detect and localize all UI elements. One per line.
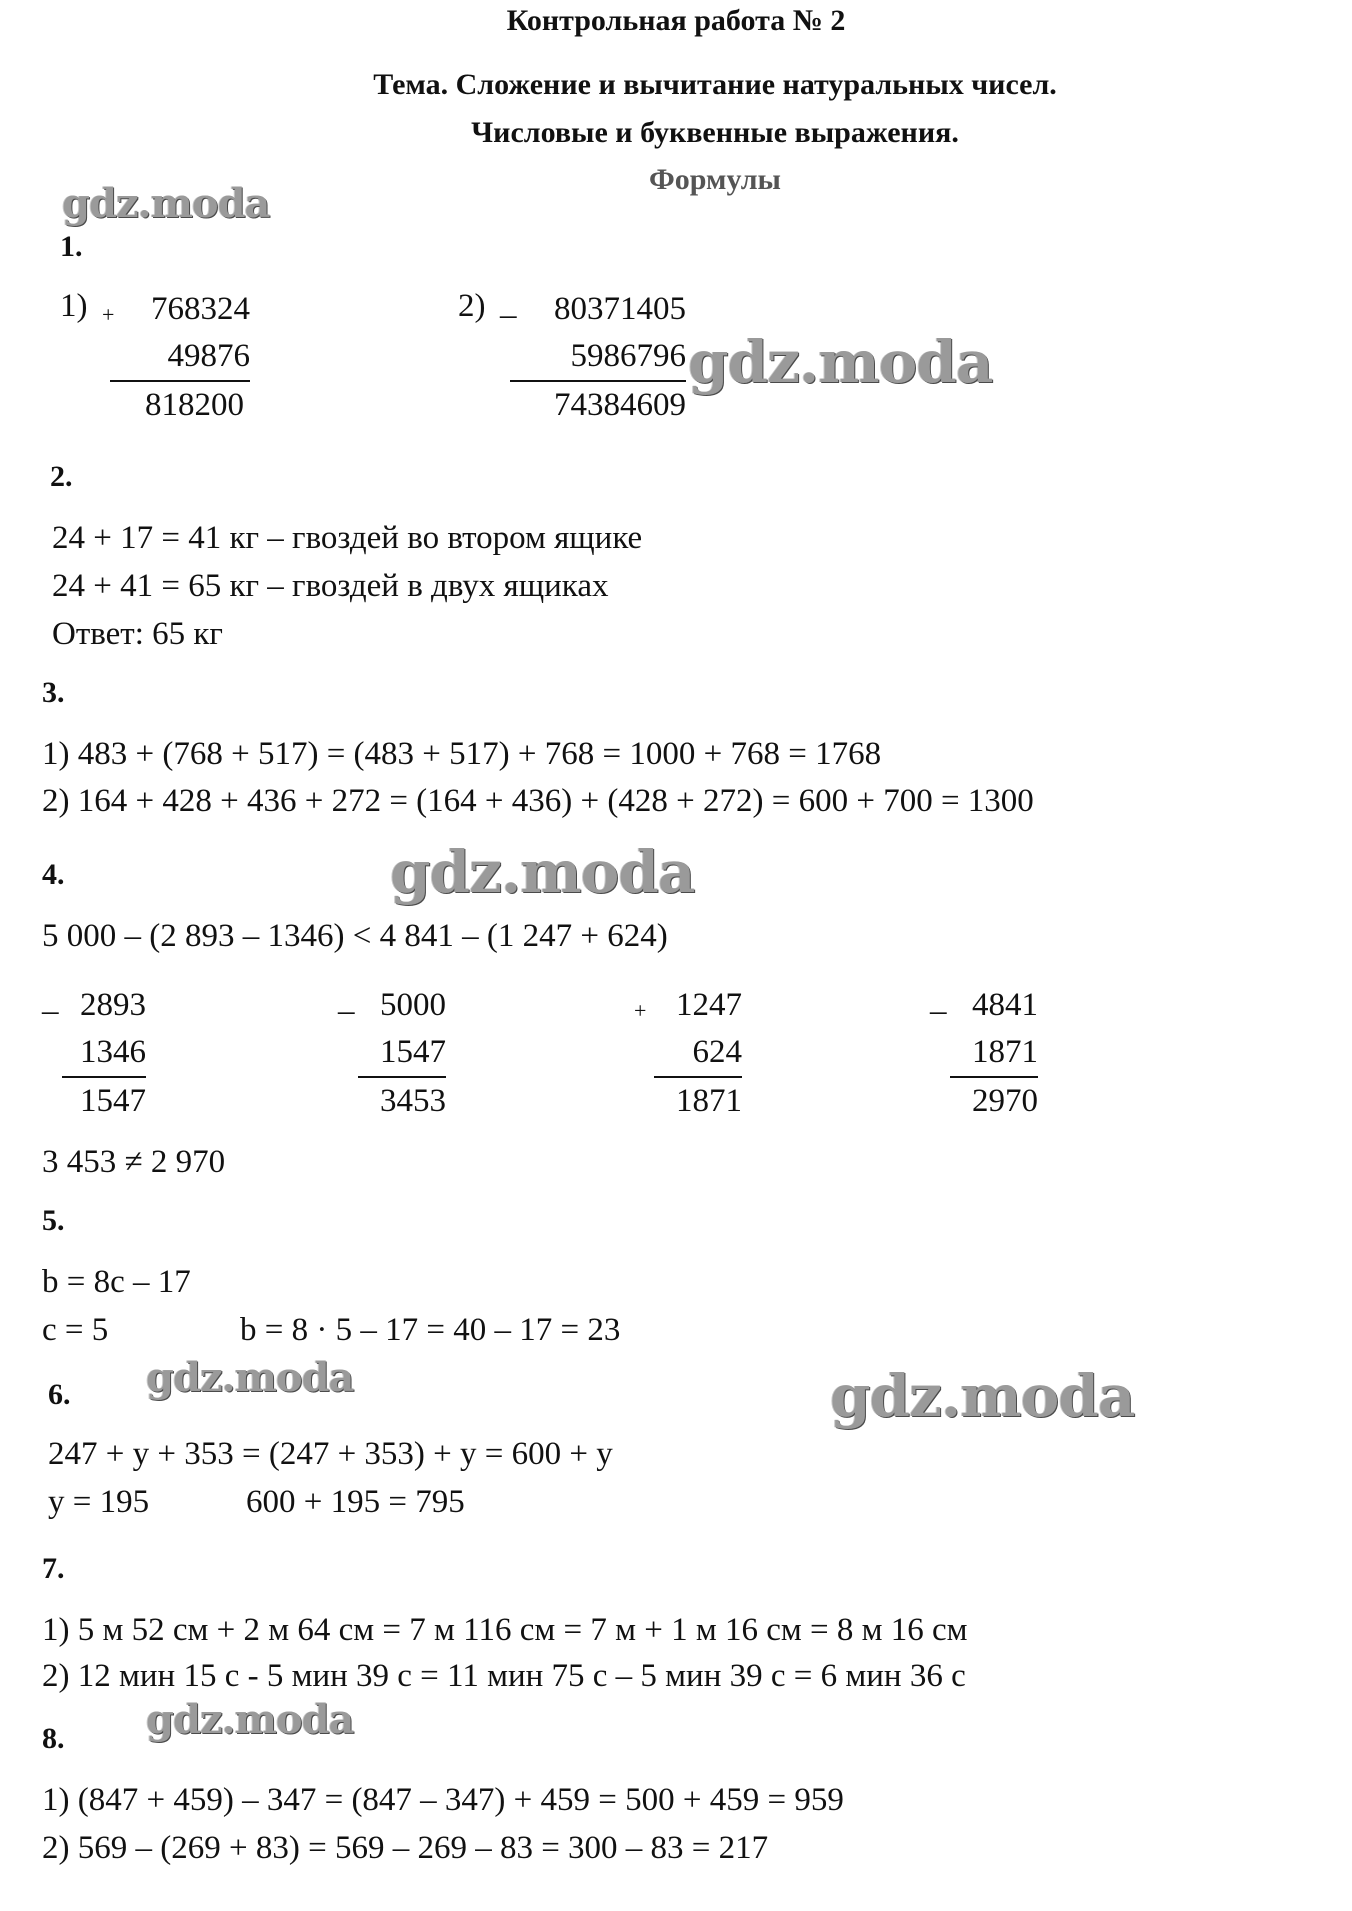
watermark: gdz.moda: [146, 1354, 354, 1401]
part-label: 2): [458, 288, 486, 324]
task-number: 6.: [48, 1378, 71, 1411]
watermark: gdz.moda: [62, 180, 270, 227]
comparison-expression: 5 000 – (2 893 – 1346) < 4 841 – (1 247 + 624): [42, 918, 668, 954]
task-number: 1.: [60, 230, 83, 263]
solution-line: 1) 483 + (768 + 517) = (483 + 517) + 768 = 1000 + 768 = 1768: [42, 736, 882, 772]
result: 74384609: [554, 387, 686, 423]
task-number: 7.: [42, 1552, 65, 1585]
operand-b: 1346: [62, 1029, 146, 1078]
operand-a: 4841: [972, 987, 1038, 1023]
task-number: 8.: [42, 1722, 65, 1755]
formula: b = 8c – 17: [42, 1264, 191, 1300]
task-number: 3.: [42, 676, 65, 709]
result: 3453: [380, 1083, 446, 1119]
plus-sign: +: [634, 998, 647, 1023]
operand-a: 80371405: [554, 291, 686, 327]
topic-line-2: Числовые и буквенные выражения.: [471, 116, 959, 149]
task-number: 5.: [42, 1204, 65, 1237]
minus-sign: _: [42, 982, 59, 1018]
calculation: b = 8 · 5 – 17 = 40 – 17 = 23: [240, 1312, 621, 1348]
conclusion: 3 453 ≠ 2 970: [42, 1144, 226, 1180]
result: 2970: [972, 1083, 1038, 1119]
result: 1871: [676, 1083, 742, 1119]
page-title: Контрольная работа № 2: [506, 4, 846, 37]
answer-line: Ответ: 65 кг: [52, 616, 223, 652]
solution-line: 1) (847 + 459) – 347 = (847 – 347) + 459 = 500 + 459 = 959: [42, 1782, 844, 1818]
operand-a: 2893: [80, 987, 146, 1023]
topic-line-1: Тема. Сложение и вычитание натуральных чисел.: [373, 68, 1057, 101]
solution-line: 2) 12 мин 15 с - 5 мин 39 с = 11 мин 75 с – 5 мин 39 с = 6 мин 36 с: [42, 1658, 966, 1694]
operand-a: 5000: [380, 987, 446, 1023]
operand-b: 1547: [358, 1029, 446, 1078]
solution-line: 24 + 41 = 65 кг – гвоздей в двух ящиках: [52, 568, 609, 604]
solution-line: 24 + 17 = 41 кг – гвоздей во втором ящике: [52, 520, 643, 556]
operand-a: 1247: [676, 987, 742, 1023]
given-value: y = 195: [48, 1484, 150, 1520]
operand-b: 5986796: [510, 333, 686, 382]
plus-sign: +: [102, 302, 115, 327]
calculation: 600 + 195 = 795: [246, 1484, 465, 1520]
given-value: c = 5: [42, 1312, 109, 1348]
watermark: gdz.moda: [688, 328, 993, 396]
watermark: gdz.moda: [390, 838, 695, 906]
solution-line: 2) 569 – (269 + 83) = 569 – 269 – 83 = 300 – 83 = 217: [42, 1830, 769, 1866]
solution-line: 247 + y + 353 = (247 + 353) + y = 600 + y: [48, 1436, 613, 1472]
minus-sign: _: [930, 982, 947, 1018]
result: 818200: [145, 387, 244, 423]
task-number: 2.: [50, 460, 73, 493]
operand-a: 768324: [151, 291, 250, 327]
minus-sign: _: [500, 286, 517, 322]
operand-b: 624: [654, 1029, 742, 1078]
watermark: gdz.moda: [830, 1362, 1135, 1430]
part-label: 1): [60, 288, 88, 324]
result: 1547: [80, 1083, 146, 1119]
solution-line: 1) 5 м 52 см + 2 м 64 см = 7 м 116 см = 7 м + 1 м 16 см = 8 м 16 см: [42, 1612, 968, 1648]
topic-line-3: Формулы: [649, 163, 781, 196]
minus-sign: _: [338, 982, 355, 1018]
watermark: gdz.moda: [146, 1696, 354, 1743]
task-number: 4.: [42, 858, 65, 891]
solution-line: 2) 164 + 428 + 436 + 272 = (164 + 436) + (428 + 272) = 600 + 700 = 1300: [42, 783, 1034, 819]
operand-b: 49876: [110, 333, 250, 382]
operand-b: 1871: [950, 1029, 1038, 1078]
